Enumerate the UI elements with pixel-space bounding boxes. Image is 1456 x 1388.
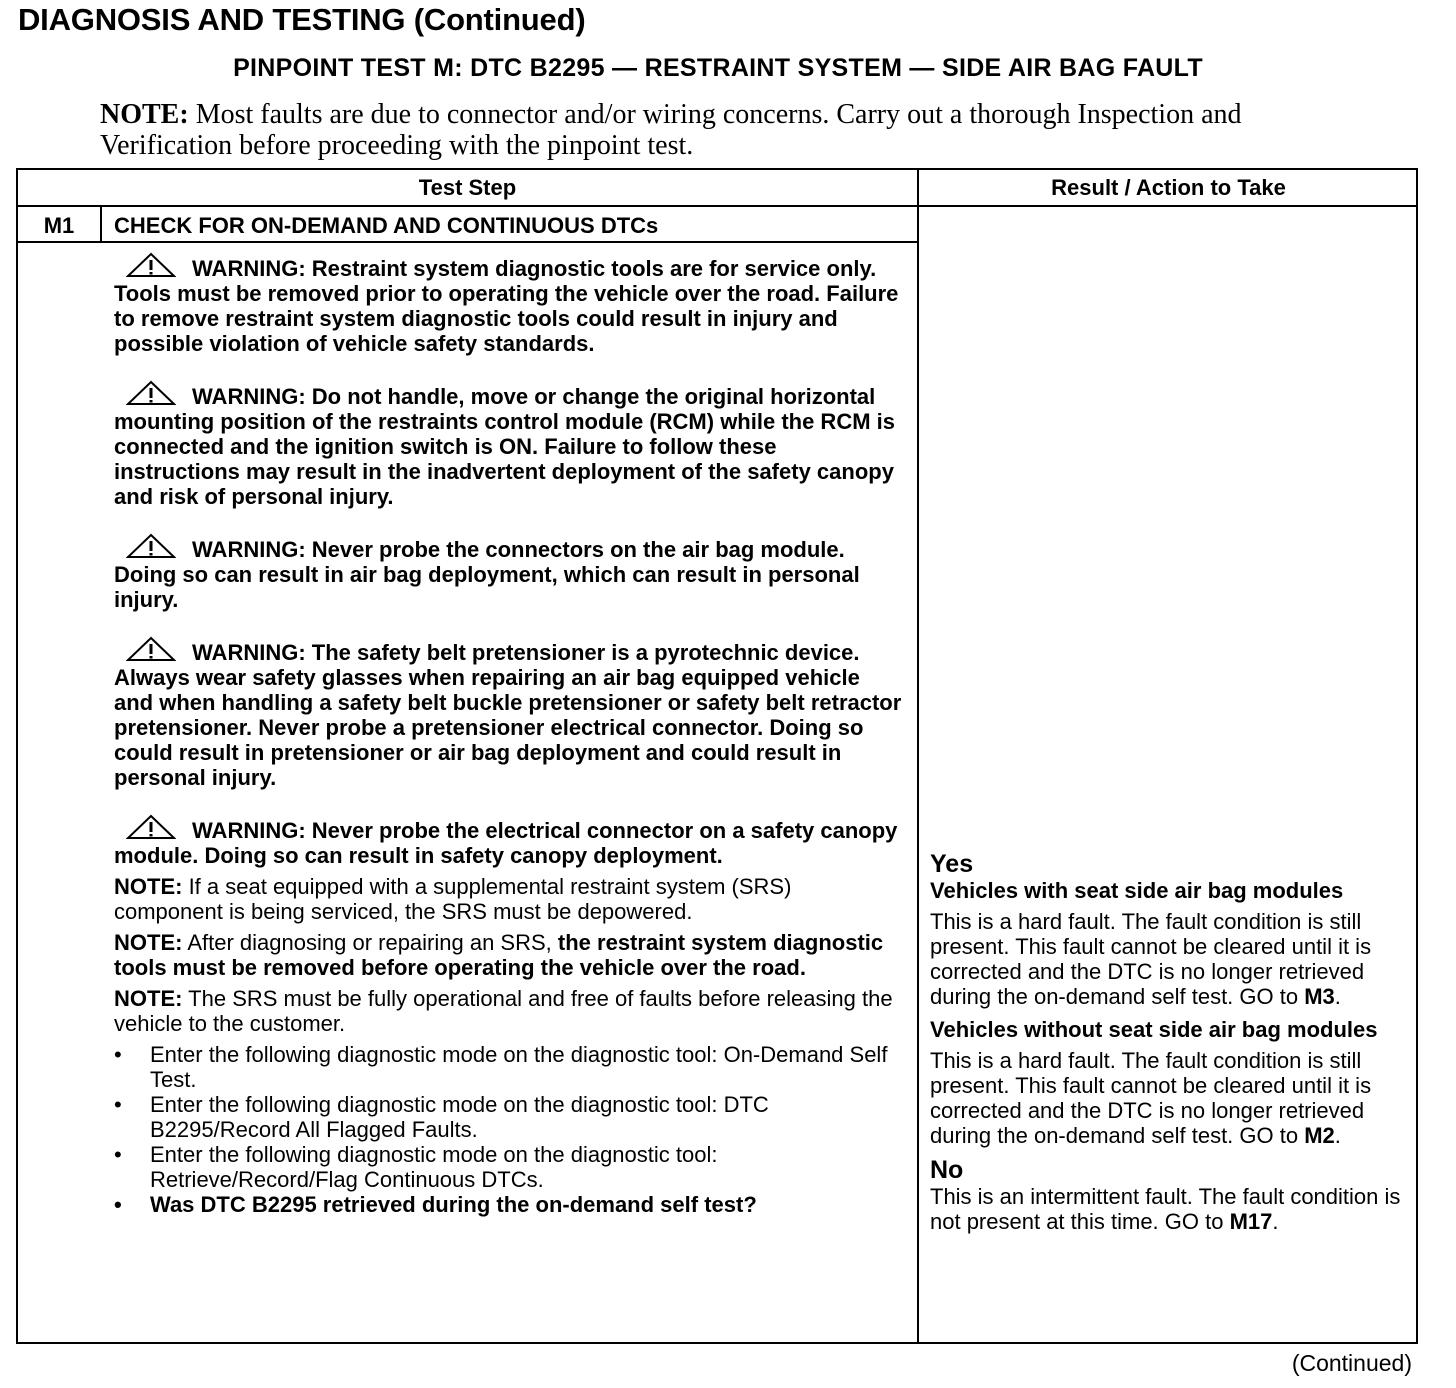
note-2-text: After diagnosing or repairing an SRS, — [182, 930, 558, 955]
list-item — [114, 1092, 904, 1142]
goto-m3-link[interactable]: M3 — [1304, 984, 1335, 1009]
result-no-text — [930, 1184, 1418, 1234]
warning-2 — [114, 380, 904, 509]
list-item-question — [114, 1192, 904, 1217]
pinpoint-test-title: PINPOINT TEST M: DTC B2295 — RESTRAINT SYSTEM — SIDE AIR BAG FAULT — [233, 54, 1203, 82]
note-1-text: If a seat equipped with a supplemental restraint system (SRS) component is being serviced, the SRS must be depowered. — [114, 874, 792, 924]
bullet-icon: • — [114, 1192, 122, 1217]
note-3-label: NOTE: — [114, 986, 183, 1011]
intro-note — [100, 99, 1300, 161]
pinpoint-test-table — [16, 168, 1418, 1344]
warning-triangle-icon — [126, 380, 176, 406]
result-without-modules-title: Vehicles without seat side air bag modules — [930, 1017, 1378, 1042]
result-column — [930, 850, 1418, 1242]
list-item — [114, 1042, 904, 1092]
list-item — [114, 1142, 904, 1192]
warning-triangle-icon — [126, 636, 176, 662]
bullet-icon: • — [114, 1142, 122, 1167]
result-with-modules-text — [930, 909, 1418, 1009]
note-1-label: NOTE: — [114, 874, 183, 899]
goto-m2-link[interactable]: M2 — [1304, 1123, 1335, 1148]
warning-triangle-icon — [126, 252, 176, 278]
warning-1-text: WARNING: Restraint system diagnostic tools are for service only. Tools must be removed prior to operating the vehicle over the road. Failure to remove restraint system diagnostic tools could result in injury and possible violation of vehicle safety standards. — [114, 256, 899, 356]
page-header: DIAGNOSIS AND TESTING (Continued) — [18, 2, 586, 37]
continued-label: (Continued) — [1291, 1350, 1412, 1376]
warning-5-text: WARNING: Never probe the electrical connector on a safety canopy module. Doing so can result in safety canopy deployment. — [114, 818, 898, 868]
warning-4-text: WARNING: The safety belt pretensioner is a pyrotechnic device. Always wear safety glasses when repairing an air bag equipped vehicle and when handling a safety belt buckle pretensioner or safety belt retractor pretensioner. Never probe a pretensioner electrical connector. Doing so could result in pretensioner or air bag deployment and could result in personal injury. — [114, 640, 902, 790]
result-yes-label: Yes — [930, 850, 974, 878]
bullet-icon: • — [114, 1042, 122, 1067]
intro-note-text: Most faults are due to connector and/or wiring concerns. Carry out a thorough Inspection and Verification before proceeding with the pinpoint test. — [100, 99, 1242, 161]
warning-2-text: WARNING: Do not handle, move or change the original horizontal mounting position of the restraints control module (RCM) while the RCM is connected and the ignition switch is ON. Failure to follow these instructions may result in the inadvertent deployment of the safety canopy and risk of personal injury. — [114, 384, 895, 509]
bullet-text: Enter the following diagnostic mode on the diagnostic tool: On-Demand Self Test. — [150, 1042, 888, 1092]
result-no-label: No — [930, 1156, 964, 1184]
warning-4 — [114, 636, 904, 790]
header-test-step: Test Step — [418, 175, 517, 200]
step-title: CHECK FOR ON-DEMAND AND CONTINUOUS DTCs — [114, 213, 659, 238]
result-without-modules-text — [930, 1048, 1418, 1148]
step-bullet-list — [114, 1042, 904, 1217]
result-without-modules-end: . — [1334, 1123, 1341, 1148]
note-2-label: NOTE: — [114, 930, 183, 955]
warning-1 — [114, 252, 904, 356]
goto-m17-link[interactable]: M17 — [1229, 1209, 1273, 1234]
intro-note-label: NOTE: — [100, 99, 189, 130]
warning-triangle-icon — [126, 533, 176, 559]
warning-3-text: WARNING: Never probe the connectors on the air bag module. Doing so can result in air bag deployment, which can result in personal injury. — [114, 537, 860, 612]
warning-5 — [114, 814, 904, 868]
note-2 — [114, 930, 904, 980]
result-with-modules-end: . — [1334, 984, 1341, 1009]
note-3 — [114, 986, 904, 1036]
warning-3 — [114, 533, 904, 612]
step-body — [114, 252, 904, 1217]
header-result-action: Result / Action to Take — [1051, 175, 1286, 200]
result-no-body: This is an intermittent fault. The fault condition is not present at this time. GO to — [930, 1184, 1401, 1234]
note-2-bold-text: the restraint system diagnostic tools must be removed before operating the vehicle over the road. — [114, 930, 884, 980]
result-with-modules-title: Vehicles with seat side air bag modules — [930, 878, 1344, 903]
note-3-text: The SRS must be fully operational and free of faults before releasing the vehicle to the customer. — [114, 986, 893, 1036]
bullet-text: Enter the following diagnostic mode on the diagnostic tool: DTC B2295/Record All Flagged Faults. — [150, 1092, 769, 1142]
warning-triangle-icon — [126, 814, 176, 840]
bullet-icon: • — [114, 1092, 122, 1117]
step-id-divider — [100, 207, 102, 243]
header-divider — [18, 205, 1418, 207]
question-text: Was DTC B2295 retrieved during the on-demand self test? — [150, 1192, 757, 1217]
result-with-modules-body: This is a hard fault. The fault condition is still present. This fault cannot be cleared until it is corrected and the DTC is no longer retrieved during the on-demand self test. GO to — [930, 909, 1372, 1009]
note-1 — [114, 874, 904, 924]
step-id: M1 — [43, 213, 75, 238]
column-divider — [917, 170, 919, 1344]
bullet-text: Enter the following diagnostic mode on the diagnostic tool: Retrieve/Record/Flag Continuous DTCs. — [150, 1142, 718, 1192]
result-no-end: . — [1272, 1209, 1279, 1234]
result-without-modules-body: This is a hard fault. The fault condition is still present. This fault cannot be cleared until it is corrected and the DTC is no longer retrieved during the on-demand self test. GO to — [930, 1048, 1372, 1148]
